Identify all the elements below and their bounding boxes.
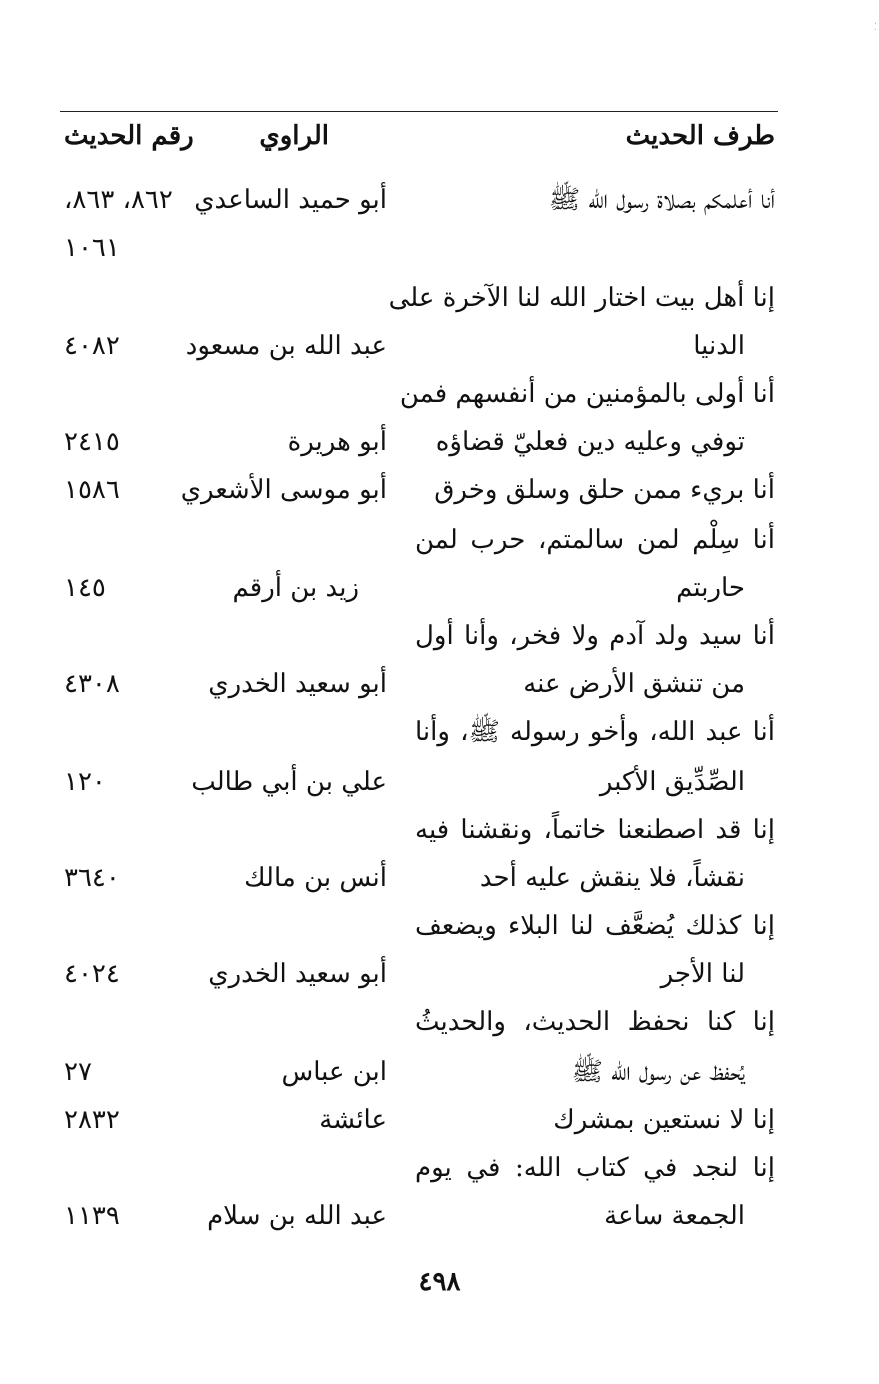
hadith-text-line: إنا كذلك يُضعَّف لنا البلاء ويضعف (415, 911, 775, 941)
hadith-text-line: الصِّدِّيق الأكبر (599, 767, 745, 797)
narrator: علي بن أبي طالب (191, 767, 387, 797)
narrator: أبو هريرة (287, 427, 387, 457)
hadith-text-line: إنا لنجد في كتاب الله: في يوم (415, 1153, 775, 1183)
narrator: عبد الله بن سلام (207, 1201, 387, 1231)
narrator: أبو موسى الأشعري (180, 475, 387, 505)
hadith-number: ٤٣٠٨ (64, 669, 120, 699)
hadith-text-line: أنا بريء ممن حلق وسلق وخرق (434, 475, 775, 505)
hadith-text-line: أنا أولى بالمؤمنين من أنفسهم فمن (399, 379, 775, 409)
hadith-text-line: إنا كنا نحفظ الحديث، والحديثُ (415, 1007, 775, 1037)
hadith-number: ١٢٠ (64, 767, 106, 797)
hadith-text-line: توفي وعليه دين فعليّ قضاؤه (435, 427, 745, 457)
hadith-number: ١١٣٩ (64, 1201, 120, 1231)
hadith-number: ٤٠٢٤ (64, 959, 120, 989)
hadith-number: ١٠٦١ (64, 233, 120, 263)
hadith-text-line: يُحفظ عن رسول الله ﷺ (571, 1057, 745, 1087)
narrator: زيد بن أرقم (232, 573, 359, 603)
hadith-number: ٤٠٨٢ (64, 331, 120, 361)
hadith-text-line: أنا سيد ولد آدم ولا فخر، وأنا أول (415, 621, 775, 651)
narrator: عبد الله بن مسعود (185, 331, 387, 361)
hadith-number: ١٥٨٦ (64, 475, 120, 505)
narrator: أبو سعيد الخدري (208, 669, 387, 699)
narrator: ابن عباس (281, 1057, 387, 1087)
header-hadith-text: طرف الحديث (625, 121, 775, 151)
hadith-number: ٢٤١٥ (64, 427, 120, 457)
narrator: أبو سعيد الخدري (208, 959, 387, 989)
header-hadith-number: رقم الحديث (64, 121, 194, 151)
hadith-text-line: أنا أعلمكم بصلاة رسول الله ﷺ (548, 185, 775, 215)
narrator: عائشة (319, 1105, 387, 1135)
narrator: أبو حميد الساعدي (194, 185, 387, 215)
hadith-text-line: أنا سِلْم لمن سالمتم، حرب لمن (415, 525, 775, 555)
hadith-text-line: إنا لا نستعين بمشرك (553, 1105, 775, 1135)
hadith-number: ١٤٥ (64, 573, 106, 603)
hadith-text-line: لنا الأجر (660, 959, 745, 989)
hadith-text-line: إنا قد اصطنعنا خاتماً، ونقشنا فيه (415, 815, 775, 845)
hadith-text-line: الدنيا (693, 331, 745, 361)
hadith-number: ٣٦٤٠ (64, 863, 120, 893)
hadith-text-line: أنا عبد الله، وأخو رسوله ﷺ، وأنا (415, 717, 775, 747)
hadith-text-line: نقشاً، فلا ينقش عليه أحد (479, 863, 745, 893)
hadith-text-line: إنا أهل بيت اختار الله لنا الآخرة على (388, 283, 775, 313)
hadith-text-line: من تنشق الأرض عنه (523, 669, 745, 699)
header-narrator: الراوي (259, 121, 329, 151)
hadith-text-line: حاربتم (676, 573, 745, 603)
hadith-number: ٨٦٢، ٨٦٣، (64, 185, 173, 215)
hadith-text-line: الجمعة ساعة (604, 1201, 745, 1231)
narrator: أنس بن مالك (244, 863, 387, 893)
page-number: ٤٩٨ (418, 1267, 461, 1297)
scan-speck: ⁚ (873, 22, 877, 33)
header-rule (60, 111, 778, 112)
hadith-number: ٢٧ (64, 1057, 92, 1087)
hadith-number: ٢٨٣٢ (64, 1105, 120, 1135)
